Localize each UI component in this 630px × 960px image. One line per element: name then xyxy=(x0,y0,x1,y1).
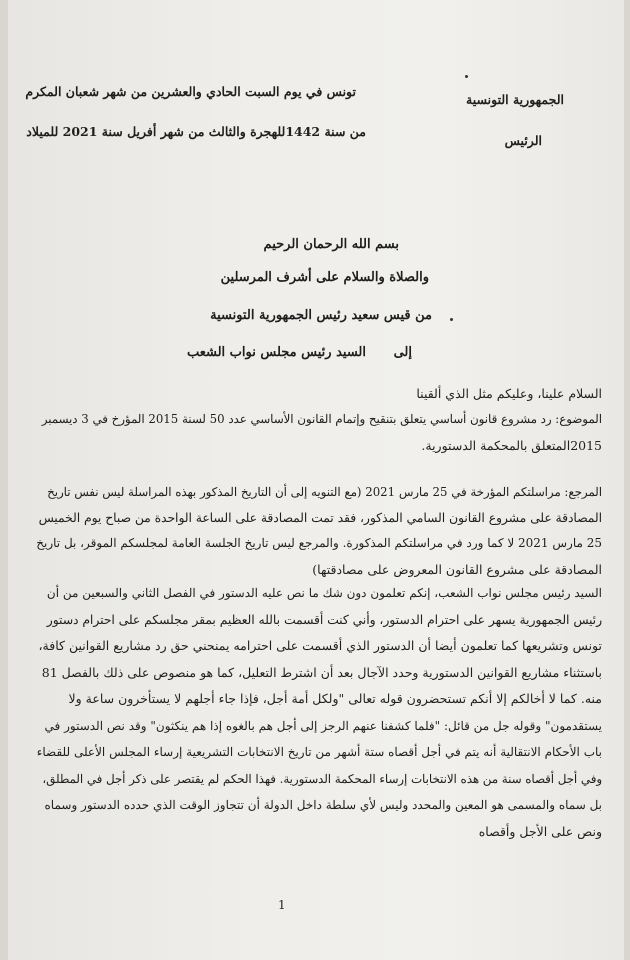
recipient-line: السيد رئيس مجلس نواب الشعب xyxy=(186,345,366,360)
date-line-2: من سنة 1442للهجرة والثالث من شهر أفريل سنة 2021 للميلاد xyxy=(26,124,366,139)
ink-dot xyxy=(450,318,453,321)
document-page xyxy=(8,0,624,960)
country-name: الجمهورية التونسية xyxy=(466,92,564,107)
body-line: باب الأحكام الانتقالية أنه يتم في أجل أقصاه ستة أشهر من تاريخ الانتخابات التشريعية إرساء المجلس الأعلى للقضاء xyxy=(36,745,602,759)
body-line: رئيس الجمهورية يسهر على احترام الدستور، وأني كنت أقسمت بالله العظيم بمقر مجلسكم على احترام دستور xyxy=(46,612,602,627)
reference-line: 25 مارس 2021 لا كما ورد في مراسلتكم المذكورة. والمرجع ليس تاريخ الجلسة العامة لمجلسكم الموقر، بل تاريخ xyxy=(36,536,602,550)
basmala: بسم الله الرحمان الرحيم xyxy=(263,237,399,252)
recipient-label: إلى xyxy=(393,345,412,360)
page-number: 1 xyxy=(278,898,286,912)
body-paragraph xyxy=(36,580,602,845)
subject-line-2: 2015المتعلق بالمحكمة الدستورية. xyxy=(421,437,602,453)
prayer-line: والصلاة والسلام على أشرف المرسلين xyxy=(220,270,429,285)
body-line: منه. كما لا أخالكم إلا أنكم تستحضرون قوله تعالى "ولكل أمة أجل، فإذا جاء أجلهم لا يستأخرون ساعة ولا xyxy=(68,691,602,706)
reference-line: المصادقة على مشروع القانون السامي المذكور، فقد تمت المصادقة على الساعة الواحدة من صباح يوم الخميس xyxy=(38,510,602,525)
date-line-1: تونس في يوم السبت الحادي والعشرين من شهر شعبان المكرم xyxy=(25,84,356,99)
body-line: تونس وتشريعها كما تعلمون أيضا أن الدستور الذي أقسمت على احترامه يمنحني حق رد مشاريع القوانين كافة، xyxy=(38,638,602,653)
subject-line-1: الموضوع: رد مشروع قانون أساسي يتعلق بتنقيح وإتمام القانون الأساسي عدد 50 لسنة 2015 المؤرخ في 3 ديسمبر xyxy=(41,412,602,426)
ink-dot xyxy=(465,75,468,78)
body-line: يستقدمون" وقوله جل من قائل: "فلما كشفنا عنهم الرجز إلى أجل هم بالغوه إذا هم ينكثون" وقد نص الدستور في xyxy=(44,718,602,733)
office-title: الرئيس xyxy=(504,133,542,148)
greeting: السلام علينا، وعليكم مثل الذي ألقينا xyxy=(416,386,602,401)
subject-paragraph xyxy=(36,407,602,458)
reference-paragraph xyxy=(36,480,602,582)
body-line: باستثناء مشاريع القوانين الدستورية وحدد الآجال بعد أن اشترط التعليل، كما هو منصوص على ذلك بالفصل 81 xyxy=(41,664,602,680)
reference-line: المصادقة على مشروع القانون المعروض على مصادقتها) xyxy=(312,561,602,577)
sender-line: من قيس سعيد رئيس الجمهورية التونسية xyxy=(210,308,432,323)
body-line: السيد رئيس مجلس نواب الشعب، إنكم تعلمون دون شك ما نص عليه الدستور في الفصل الثاني والسبعين من أن xyxy=(46,586,602,600)
reference-line: المرجع: مراسلتكم المؤرخة في 25 مارس 2021 (مع التنويه إلى أن التاريخ المذكور بهذه المراسلة ليس نفس تاريخ xyxy=(47,485,602,499)
body-line: وفي أجل أقصاه سنة من هذه الانتخابات إرساء المحكمة الدستورية. فهذا الحكم لم يقتصر على ذكر أجل في المطلق، xyxy=(42,771,602,786)
body-line: ونص على الأجل وأقصاه xyxy=(478,823,602,839)
body-line: بل سماه والمسمى هو المعين والمحدد وليس لأي سلطة داخل الدولة أن تتجاوز الوقت الذي حدده الدستور وسماه xyxy=(44,798,602,812)
